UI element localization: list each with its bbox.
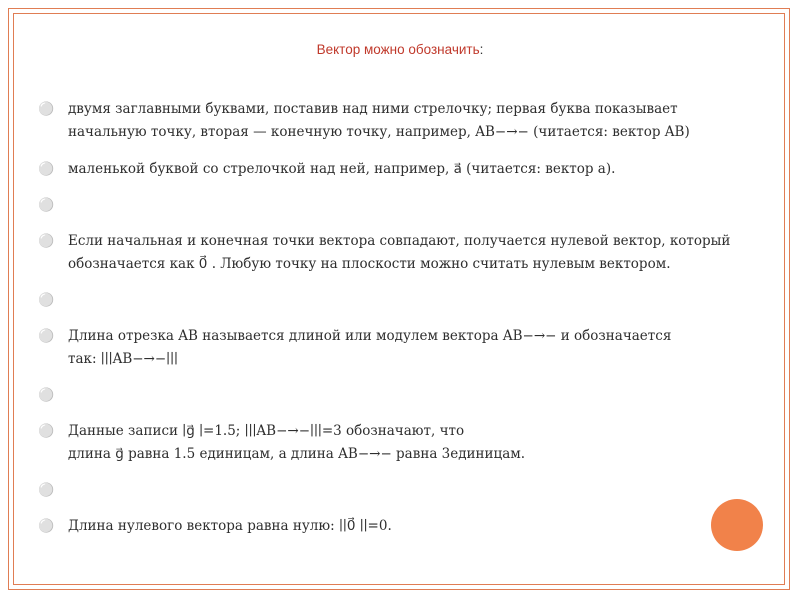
list-spacer <box>38 217 773 230</box>
bullet-icon: ⚪ <box>38 388 55 403</box>
list-item-line <box>68 384 773 407</box>
list-spacer <box>38 502 773 515</box>
slide-title-text: Вектор можно обозначить <box>316 42 480 57</box>
list-item-zero-vector <box>38 230 773 276</box>
list-item-line <box>68 194 773 217</box>
list-item-line: Длина нулевого вектора равна нулю: ∣∣0⃗ ∣∣=0. <box>68 518 392 534</box>
list-item-zero-length <box>38 515 773 538</box>
list-item-line: Если начальная и конечная точки вектора совпадают, получается нулевой вектор, который <box>68 233 731 249</box>
list-item-line: двумя заглавными буквами, поставив над ними стрелочку; первая буква показывает <box>68 101 678 117</box>
list-item-line: маленькой буквой со стрелочкой над ней, например, a⃗ (читается: вектор a). <box>68 161 616 177</box>
list-item-lowercase-notation <box>38 158 773 181</box>
list-spacer <box>38 466 773 479</box>
list-spacer <box>38 144 773 158</box>
bullet-icon: ⚪ <box>38 293 55 308</box>
bullet-icon: ⚪ <box>38 198 55 213</box>
list-item-arrow-notation <box>38 98 773 144</box>
list-item-vector-length <box>38 325 773 371</box>
list-spacer <box>38 312 773 325</box>
list-item-line: начальную точку, вторая — конечную точку, например, AB−→− (читается: вектор AB) <box>68 124 690 140</box>
list-item-line <box>68 289 773 312</box>
bullet-icon: ⚪ <box>38 234 55 249</box>
list-item-line <box>68 479 773 502</box>
slide-title-colon: : <box>479 42 484 57</box>
list-item-line: обозначается как 0⃗ . Любую точку на плоскости можно считать нулевым вектором. <box>68 256 671 272</box>
bullet-icon: ⚪ <box>38 162 55 177</box>
list-item-empty <box>38 289 773 312</box>
list-spacer <box>38 181 773 194</box>
list-item-empty <box>38 479 773 502</box>
decorative-circle <box>711 499 763 551</box>
bullet-icon: ⚪ <box>38 519 55 534</box>
list-item-length-example <box>38 420 773 466</box>
list-spacer <box>38 276 773 289</box>
list-spacer <box>38 407 773 420</box>
bullet-list <box>38 98 773 538</box>
bullet-icon: ⚪ <box>38 483 55 498</box>
list-item-empty <box>38 384 773 407</box>
list-item-line: так: ∣∣∣AB−→−∣∣∣ <box>68 351 178 367</box>
list-item-line: Данные записи ∣g⃗ ∣=1.5; ∣∣∣AB−→−∣∣∣=3 обозначают, что <box>68 423 465 439</box>
bullet-icon: ⚪ <box>38 424 55 439</box>
list-item-line: Длина отрезка AB называется длиной или модулем вектора AB−→− и обозначается <box>68 328 672 344</box>
bullet-icon: ⚪ <box>38 329 55 344</box>
slide-title <box>0 42 800 57</box>
list-item-empty <box>38 194 773 217</box>
bullet-icon: ⚪ <box>38 102 55 117</box>
list-spacer <box>38 371 773 384</box>
list-item-line: длина g⃗ равна 1.5 единицам, а длина AB−→− равна 3единицам. <box>68 446 526 462</box>
